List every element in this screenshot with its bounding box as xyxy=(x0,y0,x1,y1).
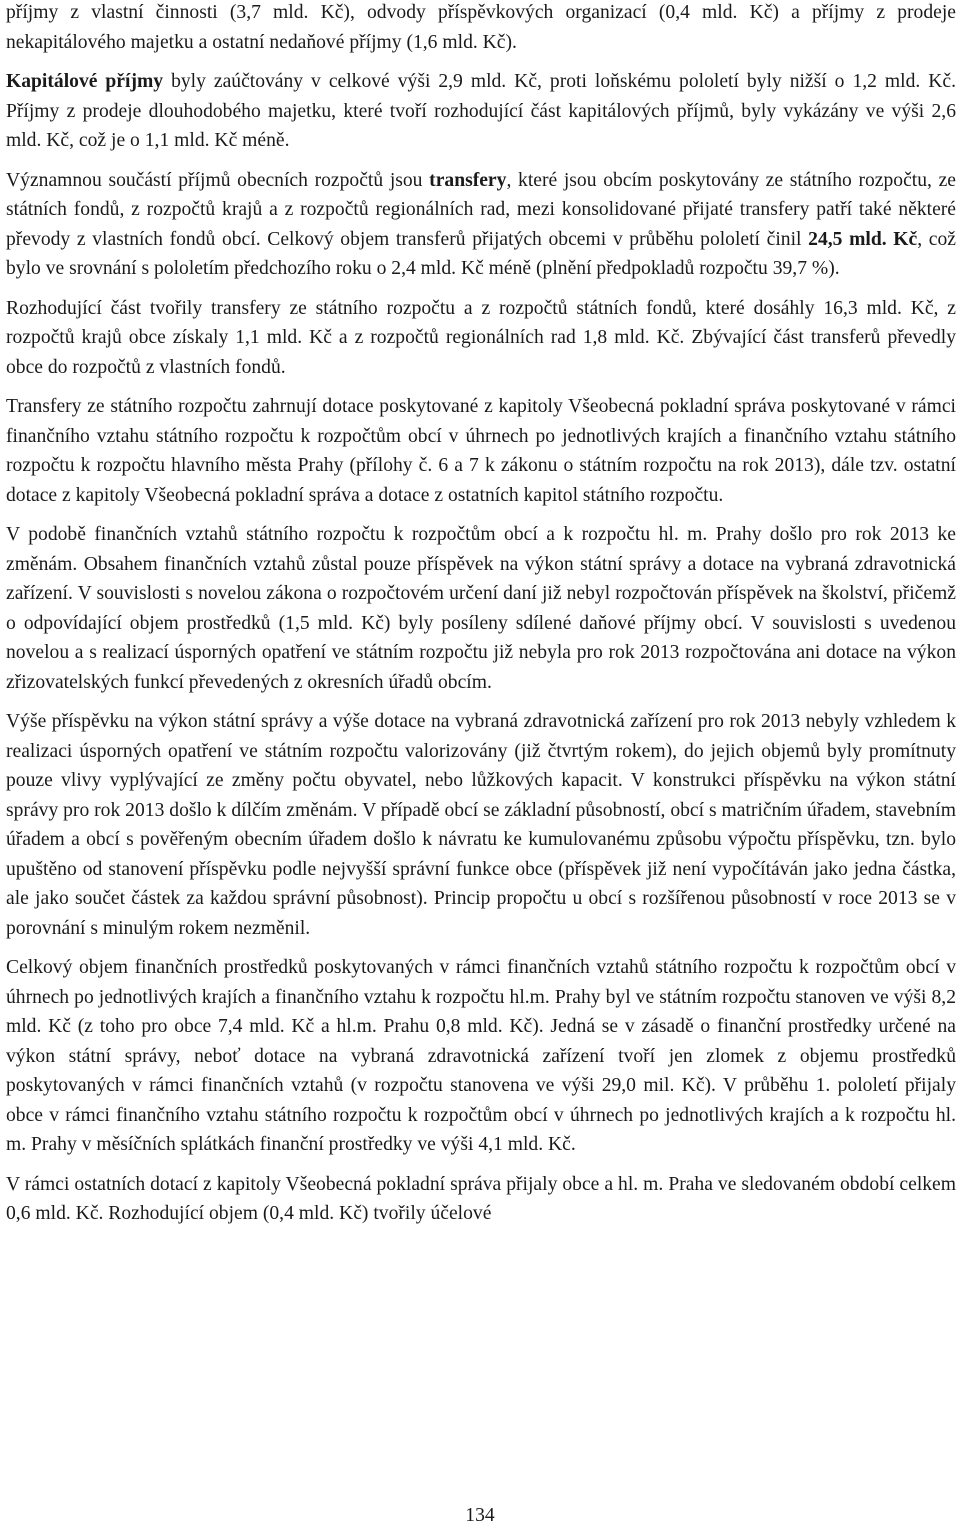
paragraph-text: V rámci ostatních dotací z kapitoly Všeobecná pokladní správa přijaly obce a hl. m. Praha ve sledovaném období celkem 0,6 mld. Kč. Rozhodující objem (0,4 mld. Kč) tvořily účelové xyxy=(6,1173,956,1224)
paragraph-contribution-amount xyxy=(6,707,956,943)
document-page xyxy=(6,0,956,1239)
paragraph-text: V podobě finančních vztahů státního rozpočtu k rozpočtům obcí a k rozpočtu hl. m. Prahy došlo pro rok 2013 ke změnám. Obsahem finančních vztahů zůstal pouze příspěvek na výkon státní správy a dotace na vybraná zdravotnická zařízení. V souvislosti s novelou zákona o rozpočtovém určení daní již nebyl rozpočtován příspěvek na školství, přičemž o odpovídající objem prostředků (1,5 mld. Kč) byly posíleny sdílené daňové příjmy obcí. V souvislosti s uvedenou novelou a s realizací úsporných opatření ve státním rozpočtu již nebyla pro rok 2013 rozpočtována ani dotace na výkon zřizovatelských funkcí převedených z okresních úřadů obcím. xyxy=(6,524,956,693)
paragraph-text: , které jsou obcím poskytovány ze státního rozpočtu, ze státních fondů, z rozpočtů krajů a z rozpočtů regionálních rad, mezi konsolidované přijaté transfery patří také některé převody z vlastních fondů obcí. Celkový objem transferů přijatých obcemi v průběhu pololetí činil xyxy=(6,169,956,250)
paragraph-transfers-breakdown xyxy=(6,294,956,383)
bold-term-transfers: transfery xyxy=(429,169,507,191)
paragraph-state-budget-transfers xyxy=(6,392,956,510)
paragraph-other-income xyxy=(6,0,956,57)
paragraph-text: Významnou součástí příjmů obecních rozpočtů jsou xyxy=(6,169,430,191)
paragraph-text: , což bylo ve srovnání s pololetím předchozího roku o 2,4 mld. Kč méně (plnění předpokladů rozpočtu 39,7 %). xyxy=(6,228,956,279)
paragraph-other-subsidies xyxy=(6,1170,956,1229)
paragraph-total-volume xyxy=(6,953,956,1160)
paragraph-text: Výše příspěvku na výkon státní správy a výše dotace na vybraná zdravotnická zařízení pro rok 2013 nebyly vzhledem k realizaci úsporných opatření ve státním rozpočtu valorizovány (již čtvrtým rokem), do jejich objemů byly promítnuty pouze vlivy vyplývající ze změny počtu obyvatel, nebo lůžkových kapacit. V konstrukci příspěvku na výkon státní správy pro rok 2013 došlo k dílčím změnám. V případě obcí se základní působností, obcí s matričním úřadem, stavebním úřadem a obcí s pověřeným obecním úřadem došlo k návratu ke kumulovanému způsobu výpočtu příspěvku, tzn. bylo upuštěno od stanovení příspěvku podle nejvyšší správní funkce obce (příspěvek již není vypočítáván jako jedna částka, ale jako součet částek za každou správní působnost). Princip propočtu u obcí s rozšířenou působností v roce 2013 se v porovnání s minulým rokem nezměnil. xyxy=(6,711,956,939)
paragraph-text: Rozhodující část tvořily transfery ze státního rozpočtu a z rozpočtů státních fondů, které dosáhly 16,3 mld. Kč, z rozpočtů krajů obce získaly 1,1 mld. Kč a z rozpočtů regionálních rad 1,8 mld. Kč. Zbývající část transferů převedly obce do rozpočtů z vlastních fondů. xyxy=(6,297,956,378)
paragraph-text: Transfery ze státního rozpočtu zahrnují dotace poskytované z kapitoly Všeobecná pokladní správa poskytované v rámci finančního vztahu státního rozpočtu k rozpočtům obcí v úhrnech po jednotlivých krajích a finančního vztahu státního rozpočtu k rozpočtu hlavního města Prahy (přílohy č. 6 a 7 k zákonu o státním rozpočtu na rok 2013), dále tzv. ostatní dotace z kapitoly Všeobecná pokladní správa a dotace z ostatních kapitol státního rozpočtu. xyxy=(6,396,956,506)
paragraph-text: příjmy z vlastní činnosti (3,7 mld. Kč), odvody příspěvkových organizací (0,4 mld. Kč) a příjmy z prodeje nekapitálového majetku a ostatní nedaňové příjmy (1,6 mld. Kč). xyxy=(6,2,956,53)
paragraph-text: byly zaúčtovány v celkové výši 2,9 mld. Kč, proti loňskému pololetí byly nižší o 1,2 mld. Kč. Příjmy z prodeje dlouhodobého majetku, které tvoří rozhodující část kapitálových příjmů, byly vykázány ve výši 2,6 mld. Kč, což je o 1,1 mld. Kč méně. xyxy=(6,71,957,151)
paragraph-capital-income xyxy=(6,67,956,156)
paragraph-text: Celkový objem finančních prostředků poskytovaných v rámci finančních vztahů státního rozpočtu k rozpočtům obcí v úhrnech po jednotlivých krajích a finančního vztahu k rozpočtu hl.m. Prahy byl ve státním rozpočtu stanoven ve výši 8,2 mld. Kč (z toho pro obce 7,4 mld. Kč a hl.m. Prahu 0,8 mld. Kč). Jedná se v zásadě o finanční prostředky určené na výkon státní správy, neboť dotace na vybraná zdravotnická zařízení tvoří jen zlomek z objemu prostředků poskytovaných v rámci finančních vztahů (v rozpočtu stanovena ve výši 29,0 mil. Kč). V průběhu 1. pololetí přijaly obce v rámci finančního vztahu státního rozpočtu k rozpočtům obcí v úhrnech po jednotlivých krajích a k rozpočtu hl. m. Prahy v měsíčních splátkách finanční prostředky ve výši 4,1 mld. Kč. xyxy=(6,957,956,1155)
paragraph-transfers-overview xyxy=(6,166,956,284)
bold-amount-total-transfers: 24,5 mld. Kč xyxy=(808,228,918,250)
page-number: 134 xyxy=(465,1505,495,1526)
paragraph-financial-relations-changes xyxy=(6,520,956,697)
bold-term-capital-income: Kapitálové příjmy xyxy=(6,71,164,92)
